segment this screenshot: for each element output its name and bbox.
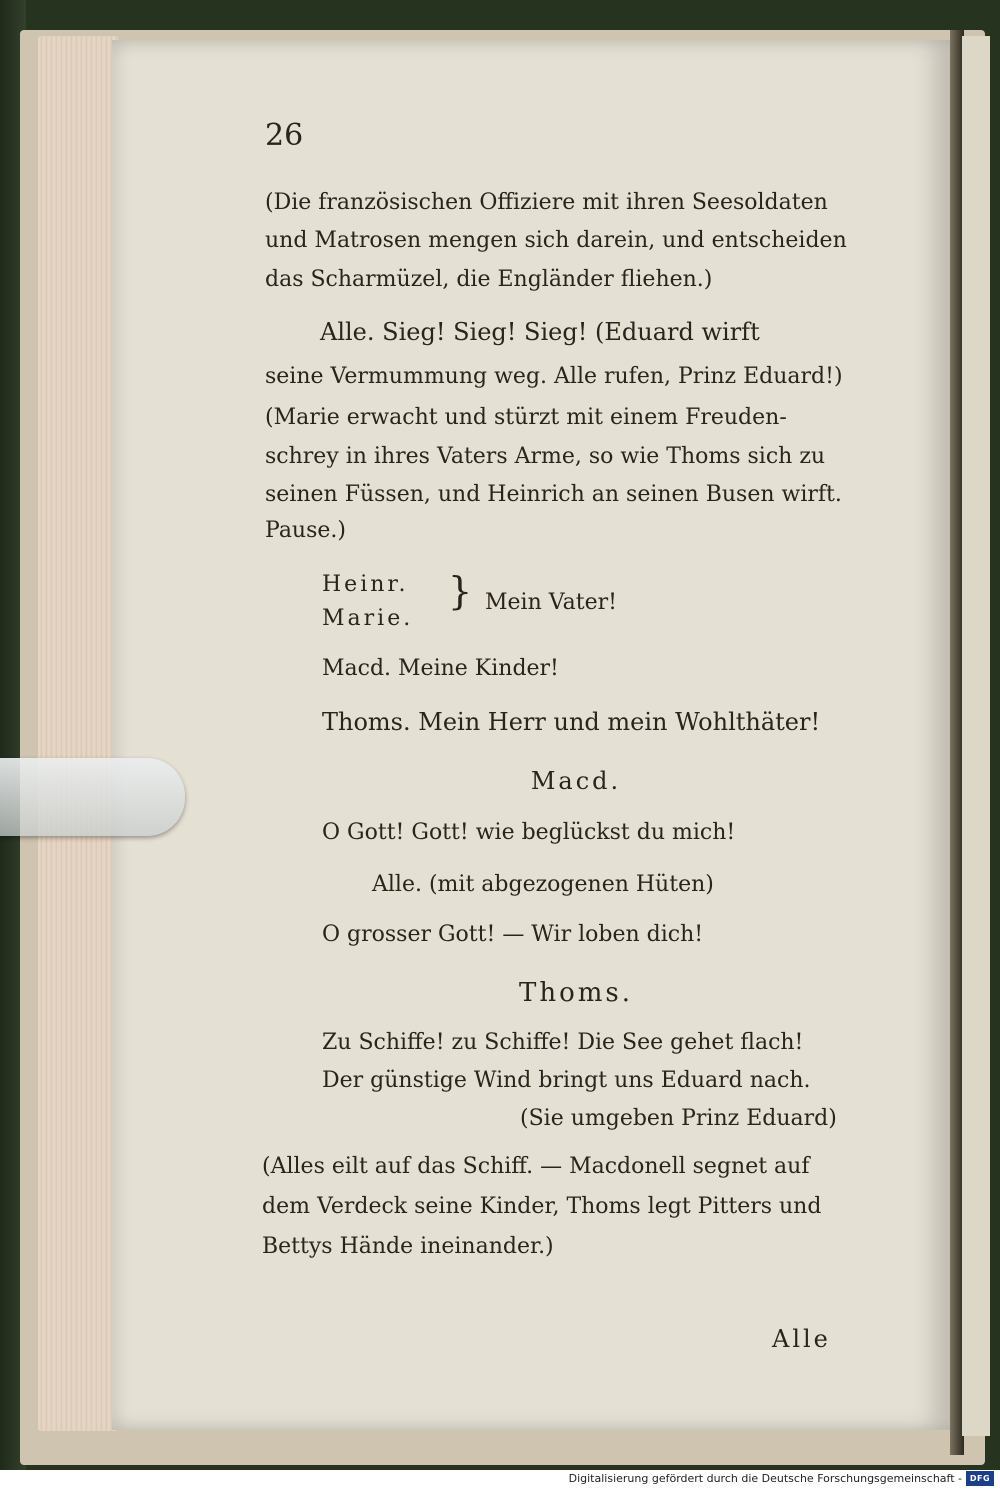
grosser-gott-line: O grosser Gott! — Wir loben dich!	[322, 922, 704, 947]
text-line-7: schrey in ihres Vaters Arme, so wie Thoms sich zu	[265, 444, 826, 469]
o-gott-line: O Gott! Gott! wie beglückst du mich!	[322, 820, 736, 845]
text-line-6: (Marie erwacht und stürzt mit einem Freuden-	[265, 405, 787, 430]
der-guenstige-line: Der günstige Wind bringt uns Eduard nach.	[322, 1068, 811, 1093]
page-clip	[0, 758, 185, 836]
brace: }	[448, 569, 473, 613]
text-line-4: Alle. Sieg! Sieg! Sieg! (Eduard wirft	[320, 318, 760, 346]
speaker-heinr: Heinr.	[322, 572, 409, 597]
macd-line: Macd. Meine Kinder!	[322, 656, 559, 681]
alles-eilt-line-1: (Alles eilt auf das Schiff. — Macdonell segnet auf	[262, 1154, 810, 1179]
text-line-9: Pause.)	[265, 518, 346, 543]
dfg-logo: DFG	[966, 1471, 994, 1486]
text-line-2: und Matrosen mengen sich darein, und entscheiden	[265, 228, 847, 253]
sie-umgeben-line: (Sie umgeben Prinz Eduard)	[520, 1106, 837, 1131]
alles-eilt-line-2: dem Verdeck seine Kinder, Thoms legt Pitters und	[262, 1194, 822, 1219]
footer-credit: Digitalisierung gefördert durch die Deutsche Forschungsgemeinschaft -	[568, 1472, 962, 1485]
macd-heading: Macd.	[530, 767, 622, 795]
thoms-heading: Thoms.	[518, 978, 633, 1008]
alles-eilt-line-3: Bettys Hände ineinander.)	[262, 1234, 554, 1259]
zu-schiffe-line: Zu Schiffe! zu Schiffe! Die See gehet flach!	[322, 1030, 804, 1055]
text-line-5: seine Vermummung weg. Alle rufen, Prinz Eduard!)	[265, 364, 843, 389]
text-line-3: das Scharmüzel, die Engländer fliehen.)	[265, 267, 713, 292]
text-line-1: (Die französischen Offiziere mit ihren Seesoldaten	[265, 190, 828, 215]
facing-page-edge	[962, 36, 990, 1436]
mein-vater: Mein Vater!	[485, 590, 617, 615]
page-number: 26	[265, 118, 304, 153]
text-line-8: seinen Füssen, und Heinrich an seinen Busen wirft.	[265, 482, 842, 507]
thoms-line: Thoms. Mein Herr und mein Wohlthäter!	[322, 708, 821, 736]
speaker-marie: Marie.	[322, 606, 414, 631]
alle-hueten-line: Alle. (mit abgezogenen Hüten)	[372, 872, 714, 897]
page-edges	[38, 36, 118, 1431]
catchword: Alle	[772, 1325, 831, 1353]
